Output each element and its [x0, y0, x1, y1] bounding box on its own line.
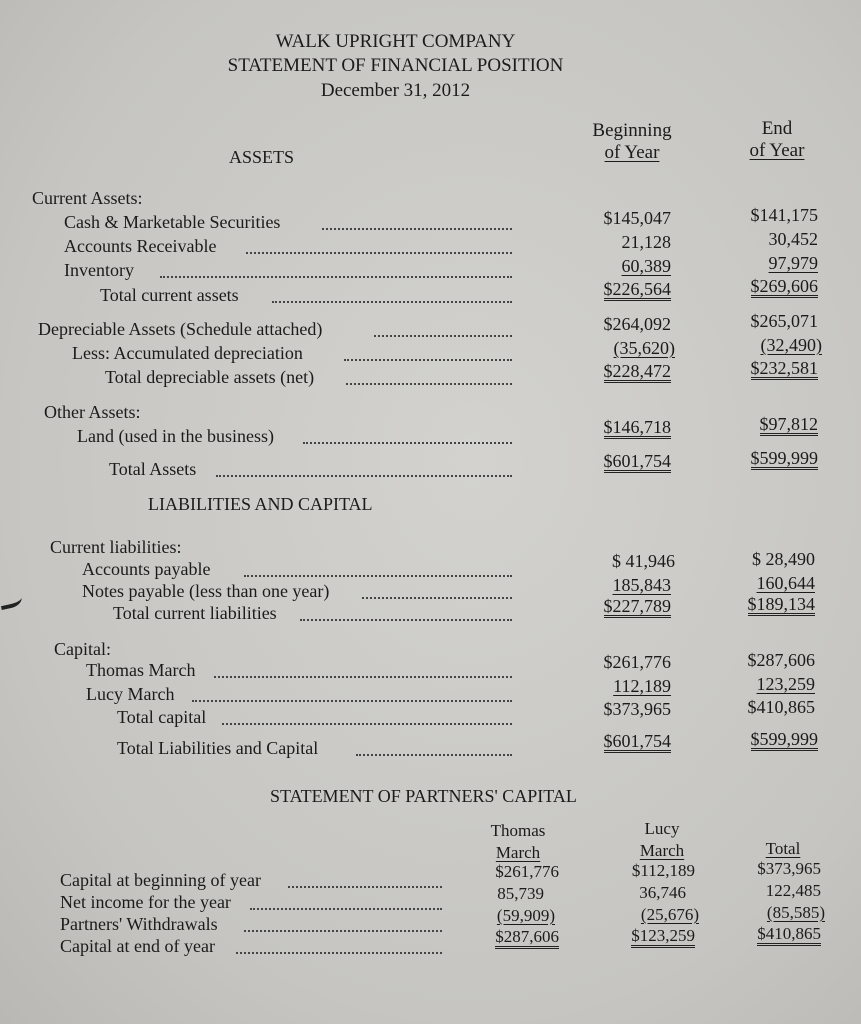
partners-capital-heading: STATEMENT OF PARTNERS' CAPITAL — [270, 786, 577, 806]
leader-dots — [272, 301, 512, 303]
col-total-label: Total — [765, 839, 801, 858]
value-end: 160,644 — [756, 573, 815, 593]
value-begin: 112,189 — [613, 676, 671, 696]
value-begin: $227,789 — [603, 596, 671, 616]
value-begin: 185,843 — [612, 575, 671, 595]
leader-dots — [246, 252, 512, 254]
value-end: $410,865 — [747, 697, 815, 717]
col-end-of-year — [737, 118, 817, 162]
col-total — [748, 838, 818, 860]
row-label: Notes payable (less than one year) — [82, 581, 330, 601]
value-begin: $373,965 — [603, 699, 671, 719]
value-end: $189,134 — [747, 594, 815, 614]
col-lucy-label: Lucy — [644, 819, 680, 838]
leader-dots — [374, 335, 512, 337]
row-label: Cash & Marketable Securities — [64, 212, 281, 232]
leader-dots — [300, 619, 512, 621]
liabilities-heading: LIABILITIES AND CAPITAL — [148, 494, 373, 514]
value-end: $ 28,490 — [752, 549, 815, 569]
value-begin: $226,564 — [603, 279, 671, 299]
value-end: $141,175 — [750, 205, 818, 225]
col-thomas-label: Thomas — [490, 821, 546, 840]
col-thomas-sublabel: March — [495, 843, 541, 862]
col-end-label: End — [761, 118, 793, 139]
current-assets-heading: Current Assets: — [32, 188, 143, 208]
row-label: Net income for the year — [60, 892, 231, 912]
value-end: $97,812 — [759, 414, 818, 434]
value-lucy: (25,676) — [640, 905, 699, 924]
company-name: WALK UPRIGHT COMPANY — [275, 31, 516, 52]
value-end: $265,071 — [750, 311, 818, 331]
value-end: 97,979 — [768, 253, 818, 273]
leader-dots — [216, 475, 512, 477]
value-thomas: 85,739 — [497, 884, 544, 903]
leader-dots — [322, 228, 512, 230]
leader-dots — [214, 676, 512, 678]
value-end: $599,999 — [750, 729, 818, 749]
value-end: $269,606 — [750, 276, 818, 296]
value-begin: 60,389 — [621, 256, 671, 276]
row-label: Total capital — [117, 707, 207, 727]
statement-title: STATEMENT OF FINANCIAL POSITION — [227, 55, 564, 76]
row-label: Land (used in the business) — [77, 426, 274, 446]
value-thomas: $261,776 — [495, 862, 559, 881]
leader-dots — [346, 383, 512, 385]
pen-mark — [0, 592, 23, 610]
value-begin: $261,776 — [603, 652, 671, 672]
leader-dots — [192, 700, 512, 702]
value-begin: $145,047 — [603, 208, 671, 228]
value-end: $232,581 — [750, 358, 818, 378]
row-label: Total Assets — [109, 459, 197, 479]
value-begin: $146,718 — [603, 417, 671, 437]
row-label: Total current assets — [100, 285, 239, 305]
other-assets-heading: Other Assets: — [44, 402, 141, 422]
row-label: Lucy March — [86, 684, 175, 704]
value-thomas: $287,606 — [495, 928, 559, 949]
leader-dots — [303, 442, 512, 444]
leader-dots — [344, 359, 512, 361]
row-label: Total Liabilities and Capital — [117, 738, 319, 758]
value-end: 123,259 — [756, 674, 815, 694]
row-label: Thomas March — [86, 660, 196, 680]
value-begin: $ 41,946 — [612, 551, 675, 571]
col-beginning-of-year — [582, 120, 682, 164]
row-label: Capital at end of year — [60, 936, 215, 956]
col-beginning-label: Beginning — [592, 120, 672, 141]
row-label: Less: Accumulated depreciation — [72, 343, 303, 363]
col-end-sublabel: of Year — [749, 140, 805, 161]
leader-dots — [160, 276, 512, 278]
current-liabilities-heading: Current liabilities: — [50, 537, 182, 557]
value-begin: $228,472 — [603, 361, 671, 381]
row-label: Accounts Receivable — [64, 236, 217, 256]
col-thomas-march — [478, 820, 558, 864]
row-label: Capital at beginning of year — [60, 870, 261, 890]
value-lucy: $123,259 — [631, 927, 695, 948]
row-label: Accounts payable — [82, 559, 211, 579]
value-total: $410,865 — [757, 925, 821, 946]
col-lucy-sublabel: March — [639, 841, 685, 860]
value-begin: $601,754 — [603, 731, 671, 751]
row-label: Partners' Withdrawals — [60, 914, 218, 934]
leader-dots — [244, 930, 442, 932]
row-label: Total depreciable assets (net) — [105, 367, 315, 387]
row-label: Depreciable Assets (Schedule attached) — [38, 319, 323, 339]
row-label: Total current liabilities — [113, 603, 277, 623]
value-lucy: 36,746 — [639, 883, 686, 902]
leader-dots — [356, 754, 512, 756]
value-begin: $264,092 — [603, 314, 671, 334]
value-end: (32,490) — [760, 335, 822, 355]
value-begin: $601,754 — [603, 451, 671, 471]
col-lucy-march — [622, 818, 702, 862]
leader-dots — [362, 597, 512, 599]
leader-dots — [236, 952, 442, 954]
leader-dots — [222, 723, 512, 725]
value-thomas: (59,909) — [496, 906, 555, 925]
statement-date: December 31, 2012 — [320, 80, 471, 101]
value-total: (85,585) — [766, 903, 825, 922]
value-lucy: $112,189 — [631, 861, 695, 880]
value-begin: (35,620) — [613, 338, 675, 358]
assets-heading: ASSETS — [229, 147, 295, 167]
value-end: $599,999 — [750, 448, 818, 468]
value-total: 122,485 — [765, 881, 821, 900]
leader-dots — [244, 575, 512, 577]
capital-heading: Capital: — [54, 639, 111, 659]
value-end: 30,452 — [768, 229, 818, 249]
value-begin: 21,128 — [621, 232, 671, 252]
value-end: $287,606 — [747, 650, 815, 670]
leader-dots — [250, 908, 442, 910]
value-total: $373,965 — [757, 859, 821, 878]
row-label: Inventory — [64, 260, 134, 280]
leader-dots — [288, 886, 442, 888]
col-beginning-sublabel: of Year — [604, 142, 660, 163]
